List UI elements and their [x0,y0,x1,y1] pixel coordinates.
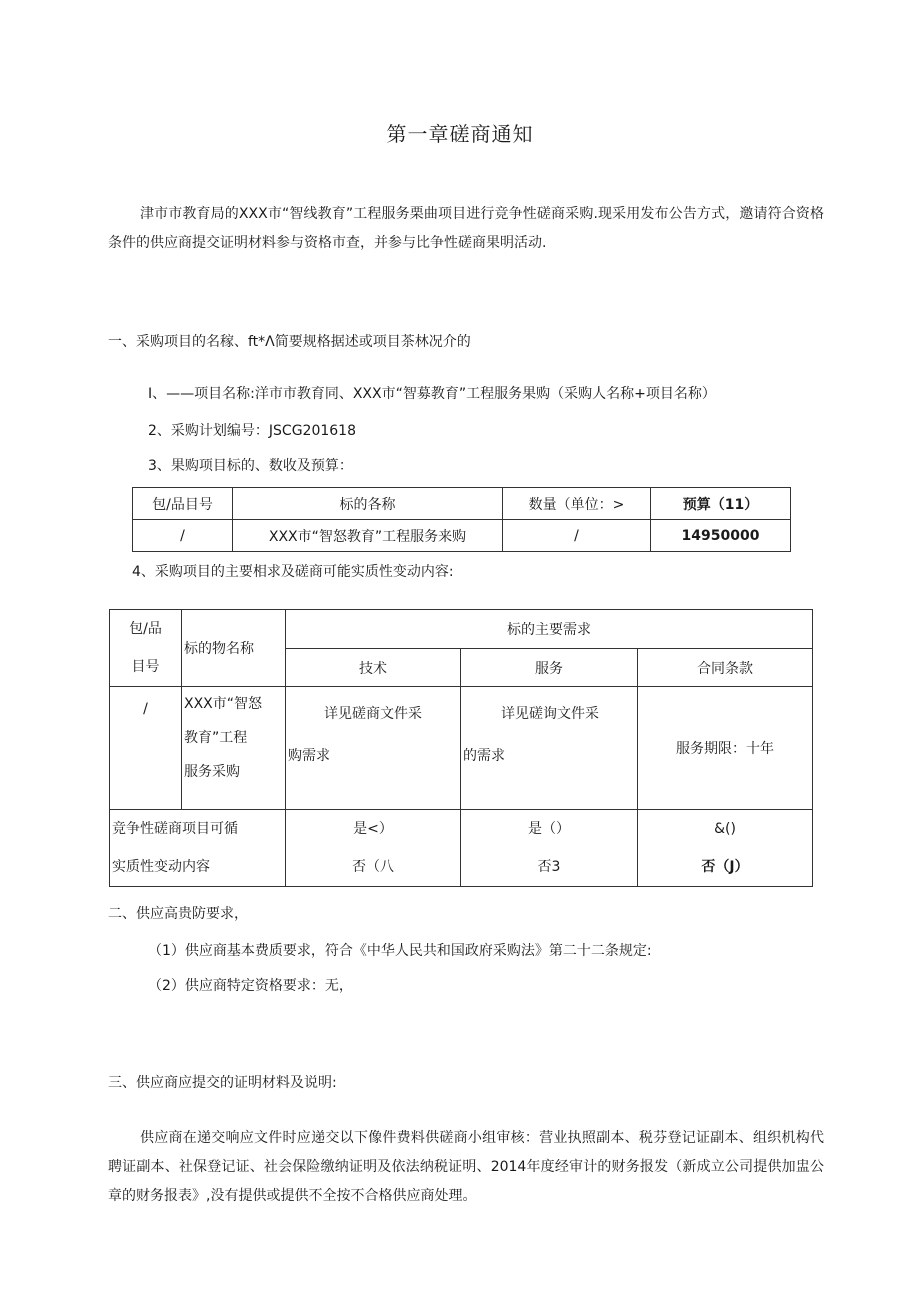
table-row [133,520,791,552]
table-cell: 14950000 [651,520,791,552]
cell-text: 服务采购 [184,764,240,780]
requirements-table [109,609,813,887]
tech-header-cell: 技术 [286,649,461,687]
section2-item1: （1）供应商基本费质要求，符合《中华人民共和国政府采购法》第二十二条规定: [148,943,652,959]
table-header-cell: 包/品目号 [133,488,233,520]
section1-item1: I、——项目名称:洋市市教育同、XXX市“智募教育”工程服务果购（采购人名称+项目名称） [148,386,716,402]
cell-text: 实质性变动内容 [112,859,210,875]
table-row [110,610,813,649]
table-header-cell: 数量（单位：> [503,488,651,520]
table-row [110,810,813,887]
service-header-cell: 服务 [461,649,638,687]
cell-text: 否3 [537,859,561,875]
contract-header-cell: 合同条款 [638,649,813,687]
table-cell: / [503,520,651,552]
section2-heading: 二、供应高贵防要求， [108,906,248,922]
cell-text: 目号 [131,659,160,675]
table-header-cell: 预算（11） [651,488,791,520]
cell-text: 包/品 [129,621,162,637]
table-cell [638,810,813,887]
intro-paragraph: 津市市教育局的XXX市“智线教育”工程服务栗曲项目进行竞争性磋商采购.现采用发布公告方式，邀请符合资格条件的供应商提交证明材料参与资格市查，并参与比争性磋商果明活动. [108,206,824,251]
section1-item3: 3、果购项目标的、数收及预算： [148,458,353,474]
table-cell: 服务期限：十年 [638,687,813,810]
table-header-row [133,488,791,520]
table-cell: / [110,687,182,810]
cell-text: 否（J） [701,859,749,875]
section1-heading: 一、采购项目的名稼、ft*Λ简要规格据述或项目茶林况介的 [108,334,471,350]
section3-paragraph: 供应商在递交响应文件时应递交以下像件费料供磋商小组审核：营业执照副本、税芬登记证副本、组织机构代聘证副本、社保登记证、社会保险缴纳证明及依法纳税证明、2014年度经审计的财务报发（新成立公司提供加盅公章的财务报表》,没有提供或提供不全按不合格供应商处理。 [108,1130,824,1204]
table-header-cell: 标的各称 [233,488,503,520]
table-cell: / [133,520,233,552]
cell-text: 是（） [528,821,570,837]
cell-text: 的需求 [463,748,505,764]
table-cell: XXX市“智怒教育”工程服务来购 [233,520,503,552]
table-cell [286,810,461,887]
table-cell [461,687,638,810]
cell-text: 竞争性磋商项目可循 [112,821,238,837]
cell-text: 详见磋询文件采 [501,706,599,722]
table-cell [286,687,461,810]
table-cell [461,810,638,887]
section1-item2: 2、采购计划编号：JSCG201618 [148,423,356,439]
cell-text: 否（八 [352,859,394,875]
cell-text: 是<） [353,821,393,837]
cell-text: &() [714,821,736,837]
section2-item2: （2）供应商特定资格要求：无， [148,978,353,994]
cell-text: 教育”工程 [184,730,248,746]
section1-item4: 4、采购项目的主要相求及磋商可能实质性变动内容: [132,564,454,580]
cell-text: 购需求 [288,748,330,764]
name-header-cell: 标的物名称 [182,610,286,687]
table-row [110,687,813,810]
cell-text: 详见磋商文件采 [324,706,422,722]
cell-text: XXX市“智怒 [184,696,263,712]
page-title: 第一章磋商通知 [386,122,534,146]
variation-label-cell [110,810,286,887]
table-cell [182,687,286,810]
section3-heading: 三、供应商应提交的证明材料及说明: [108,1075,337,1091]
budget-table [132,487,791,552]
main-header-cell: 标的主要需求 [286,610,813,649]
pkg-header-cell [110,610,182,687]
